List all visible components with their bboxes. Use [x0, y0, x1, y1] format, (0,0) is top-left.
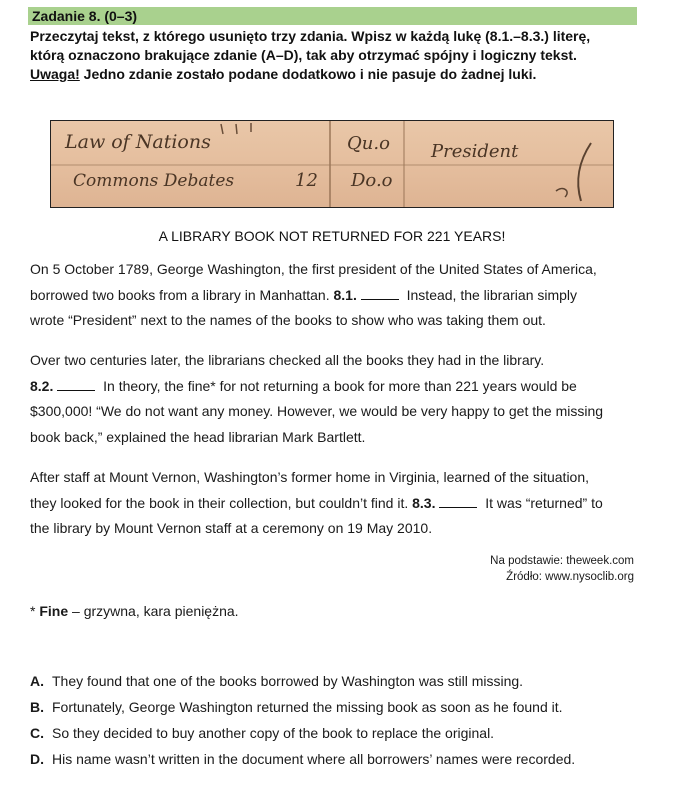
instruction-line-1: Przeczytaj tekst, z którego usunięto trzy zdania. Wpisz w każdą lukę (8.1.–8.3.) literę, — [30, 28, 591, 44]
option-b — [30, 694, 650, 720]
task-instructions — [30, 27, 640, 84]
ledger-top-ink — [221, 123, 251, 134]
option-a — [30, 668, 650, 694]
ledger-brace-hook — [556, 189, 567, 197]
paragraph-line: $300,000! “We do not want any money. However, we would be very happy to get the missing — [30, 403, 604, 420]
option-letter: D. — [30, 751, 44, 767]
text-segment: Instead, the librarian simply — [402, 286, 578, 303]
paragraph-line: On 5 October 1789, George Washington, the first president of the United States of America, — [30, 261, 597, 277]
footnote-term: Fine — [39, 603, 69, 619]
story-paragraph-3 — [30, 465, 642, 542]
story-paragraph-1 — [30, 257, 642, 334]
text-segment: they looked for the book in their collection, but couldn’t find it. — [30, 494, 413, 511]
answer-options — [30, 668, 650, 772]
ledger-entry-quarto: Qu.o — [347, 133, 390, 154]
footnote-star: * — [30, 603, 40, 619]
task-header-bar — [28, 7, 637, 25]
source-line-1: Na podstawie: theweek.com — [490, 555, 634, 567]
ledger-entry-law-of-nations: Law of Nations — [65, 131, 211, 153]
gap-blank-8-3[interactable] — [439, 495, 477, 508]
option-text: His name wasn’t written in the document where all borrowers’ names were recorded. — [52, 751, 576, 767]
paragraph-line: wrote “President” next to the names of the books to show who was taking them out. — [30, 312, 546, 329]
paragraph-line — [30, 374, 642, 400]
gap-label-8-2: 8.2. — [30, 377, 54, 394]
instruction-line-2: którą oznaczono brakujące zdanie (A–D), tak aby otrzymać spójny i logiczny tekst. — [30, 47, 577, 63]
ledger-brace-stroke — [578, 143, 591, 201]
ledger-entry-ditto: Do.o — [351, 170, 393, 191]
paragraph-line: Over two centuries later, the librarians checked all the books they had in the library. — [30, 352, 545, 368]
footnote — [30, 603, 239, 619]
paragraph-line — [30, 283, 642, 309]
gap-blank-8-2[interactable] — [57, 378, 95, 391]
option-letter: C. — [30, 725, 44, 741]
option-d — [30, 746, 650, 772]
paragraph-line: the library by Mount Vernon staff at a ceremony on 19 May 2010. — [30, 520, 433, 537]
ledger-image — [50, 120, 614, 208]
task-title: Zadanie 8. (0–3) — [32, 8, 138, 24]
story-title: A LIBRARY BOOK NOT RETURNED FOR 221 YEARS! — [158, 228, 506, 244]
story-paragraph-2 — [30, 348, 642, 450]
text-segment: In theory, the fine* for not returning a book for more than 221 years would be — [99, 377, 577, 394]
option-c — [30, 720, 650, 746]
source-citation — [490, 553, 634, 585]
ledger-entry-volume-number: 12 — [295, 170, 318, 191]
footnote-definition: – grzywna, kara pieniężna. — [68, 603, 239, 619]
option-letter: A. — [30, 673, 44, 689]
paragraph-line: book back,” explained the head librarian Mark Bartlett. — [30, 428, 366, 445]
paragraph-line: After staff at Mount Vernon, Washington’s former home in Virginia, learned of the situation, — [30, 469, 590, 485]
ledger-entry-commons-debates: Commons Debates — [73, 171, 235, 191]
option-text: Fortunately, George Washington returned the missing book as soon as he found it. — [52, 699, 563, 715]
option-text: So they decided to buy another copy of the book to replace the original. — [52, 725, 495, 741]
option-text: They found that one of the books borrowed by Washington was still missing. — [52, 673, 524, 689]
ledger-entry-president: President — [431, 141, 519, 162]
gap-blank-8-1[interactable] — [361, 287, 399, 300]
text-segment: It was “returned” to — [481, 494, 603, 511]
instruction-warning — [30, 65, 640, 84]
source-line-2: Źródło: www.nysoclib.org — [506, 571, 634, 583]
gap-label-8-1: 8.1. — [333, 286, 357, 303]
option-letter: B. — [30, 699, 44, 715]
text-segment: borrowed two books from a library in Manhattan. — [30, 286, 334, 303]
warning-label: Uwaga! — [30, 66, 80, 82]
paragraph-line — [30, 491, 642, 517]
warning-text: Jedno zdanie zostało podane dodatkowo i nie pasuje do żadnej luki. — [79, 66, 537, 82]
gap-label-8-3: 8.3. — [412, 494, 436, 511]
